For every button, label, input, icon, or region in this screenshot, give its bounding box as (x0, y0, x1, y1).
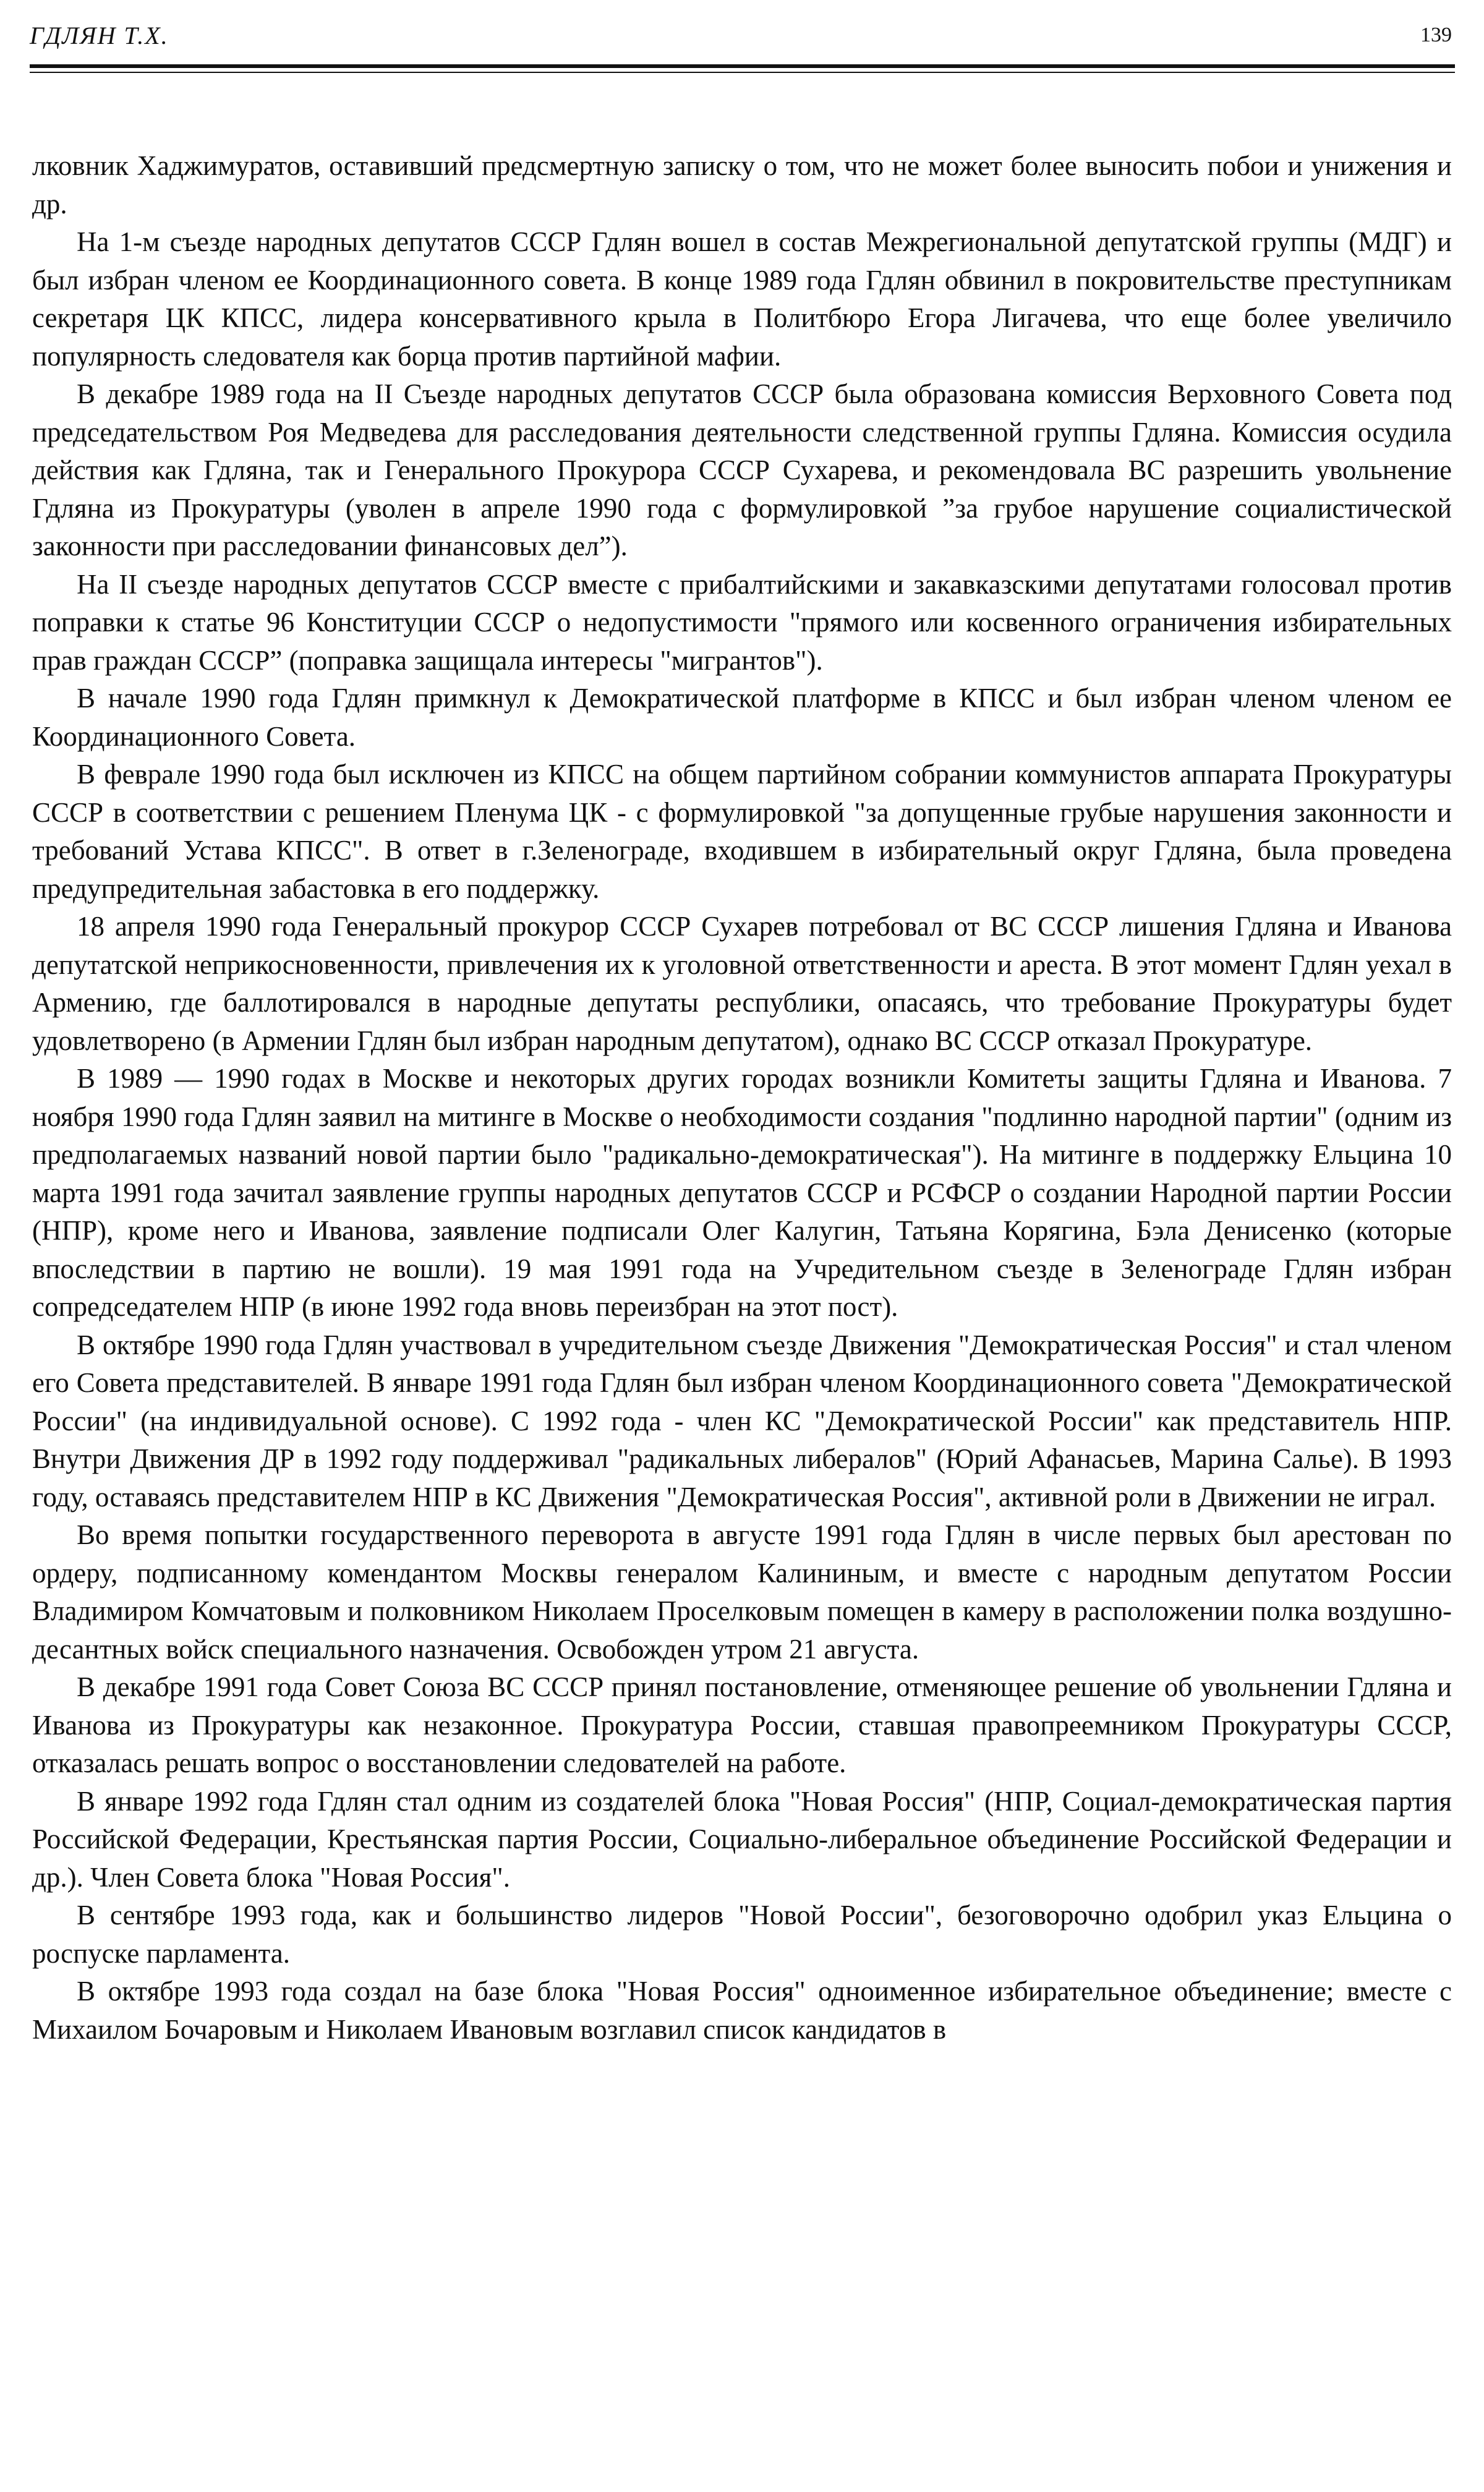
body-text (32, 147, 1452, 2049)
paragraph: На II съезде народных депутатов СССР вместе с прибалтийскими и закавказскими депутатами голосовал против поправки к статье 96 Конституции СССР о недопустимости "прямого или косвенного ограничения избирательных прав граждан СССР” (поправка защищала интересы "мигрантов"). (32, 568, 1452, 676)
paragraph: В 1989 — 1990 годах в Москве и некоторых других городах возникли Комитеты защиты Гдляна и Иванова. 7 ноября 1990 года Гдлян заявил на митинге в Москве о необходимости создания "подлинно народной партии" (одним из предполагаемых названий новой партии было "радикально-демократическая"). На митинге в поддержку Ельцина 10 марта 1991 года зачитал заявление группы народных депутатов СССР и РСФСР о создании Народной партии России (НПР), кроме него и Иванова, заявление подписали Олег Калугин, Татьяна Корягина, Бэла Денисенко (которые впоследствии в партию не вошли). 19 мая 1991 года на Учредительном съезде в Зеленограде Гдлян избран сопредседателем НПР (в июне 1992 года вновь переизбран на этот пост). (32, 1063, 1452, 1322)
paragraph: В октябре 1990 года Гдлян участвовал в учредительном съезде Движения "Демократическая Россия" и стал членом его Совета представителей. В январе 1991 года Гдлян был избран членом Координационного совета "Демократической России" (на индивидуальной основе). С 1992 года - член КС "Демократической России" как представитель НПР. Внутри Движения ДР в 1992 году поддерживал "радикальных либералов" (Юрий Афанасьев, Марина Салье). В 1993 году, оставаясь представителем НПР в КС Движения "Демократическая Россия", активной роли в Движении не играл. (32, 1329, 1452, 1513)
running-head: ГДЛЯН Т.Х. (30, 22, 169, 49)
paragraph: На 1-м съезде народных депутатов СССР Гдлян вошел в состав Межрегиональной депутатской группы (МДГ) и был избран членом ее Координационного совета. В конце 1989 года Гдлян обвинил в покровительстве преступникам секретаря ЦК КПСС, лидера консервативного крыла в Политбюро Егора Лигачева, что еще более увеличило популярность следователя как борца против партийной мафии. (32, 226, 1452, 372)
header-rule-thin (30, 72, 1455, 73)
paragraph: В начале 1990 года Гдлян примкнул к Демократической платформе в КПСС и был избран членом членом ее Координационного Совета. (32, 683, 1452, 752)
paragraph: В декабре 1991 года Совет Союза ВС СССР принял постановление, отменяющее решение об увольнении Гдляна и Иванова из Прокуратуры как незаконное. Прокуратура России, ставшая правопреемником Прокуратуры СССР, отказалась решать вопрос о восстановлении следователей на работе. (32, 1671, 1452, 1778)
paragraph: Во время попытки государственного переворота в августе 1991 года Гдлян в числе первых был арестован по ордеру, подписанному комендантом Москвы генералом Калининым, и вместе с народным депутатом России Владимиром Комчатовым и полковником Николаем Проселковым помещен в камеру в расположении полка воздушно-десантных войск специального назначения. Освобожден утром 21 августа. (32, 1519, 1452, 1665)
paragraph: В декабре 1989 года на II Съезде народных депутатов СССР была образована комиссия Верховного Совета под председательством Роя Медведева для расследования деятельности следственной группы Гдляна. Комиссия осудила действия как Гдляна, так и Генерального Прокурора СССР Сухарева, и рекомендовала ВС разрешить увольнение Гдляна из Прокуратуры (уволен в апреле 1990 года с формулировкой ”за грубое нарушение социалистической законности при расследовании финансовых дел”). (32, 378, 1452, 561)
paragraph: В январе 1992 года Гдлян стал одним из создателей блока "Новая Россия" (НПР, Социал-демократическая партия Российской Федерации, Крестьянская партия России, Социально-либеральное объединение Российской Федерации и др.). Член Совета блока "Новая Россия". (32, 1785, 1452, 1893)
page-number: 139 (1420, 23, 1452, 46)
page-header (30, 21, 1452, 52)
paragraph-continued: лковник Хаджимуратов, оставивший предсмертную записку о том, что не может более выносить побои и унижения и др. (32, 150, 1452, 220)
paragraph: 18 апреля 1990 года Генеральный прокурор СССР Сухарев потребовал от ВС СССР лишения Гдляна и Иванова депутатской неприкосновенности, привлечения их к уголовной ответственности и ареста. В этот момент Гдлян уехал в Армению, где баллотировался в народные депутаты республики, опасаясь, что требование Прокуратуры будет удовлетворено (в Армении Гдлян был избран народным депутатом), однако ВС СССР отказал Прокуратуре. (32, 911, 1452, 1056)
paragraph: В сентябре 1993 года, как и большинство лидеров "Новой России", безоговорочно одобрил указ Ельцина о роспуске парламента. (32, 1900, 1452, 1969)
paragraph: В октябре 1993 года создал на базе блока "Новая Россия" одноименное избирательное объединение; вместе с Михаилом Бочаровым и Николаем Ивановым возглавил список кандидатов в (32, 1976, 1452, 2045)
header-rule (30, 64, 1455, 68)
paragraph: В феврале 1990 года был исключен из КПСС на общем партийном собрании коммунистов аппарата Прокуратуры СССР в соответствии с решением Пленума ЦК - с формулировкой "за допущенные грубые нарушения законности и требований Устава КПСС". В ответ в г.Зеленограде, входившем в избирательный округ Гдляна, была проведена предупредительная забастовка в его поддержку. (32, 759, 1452, 904)
